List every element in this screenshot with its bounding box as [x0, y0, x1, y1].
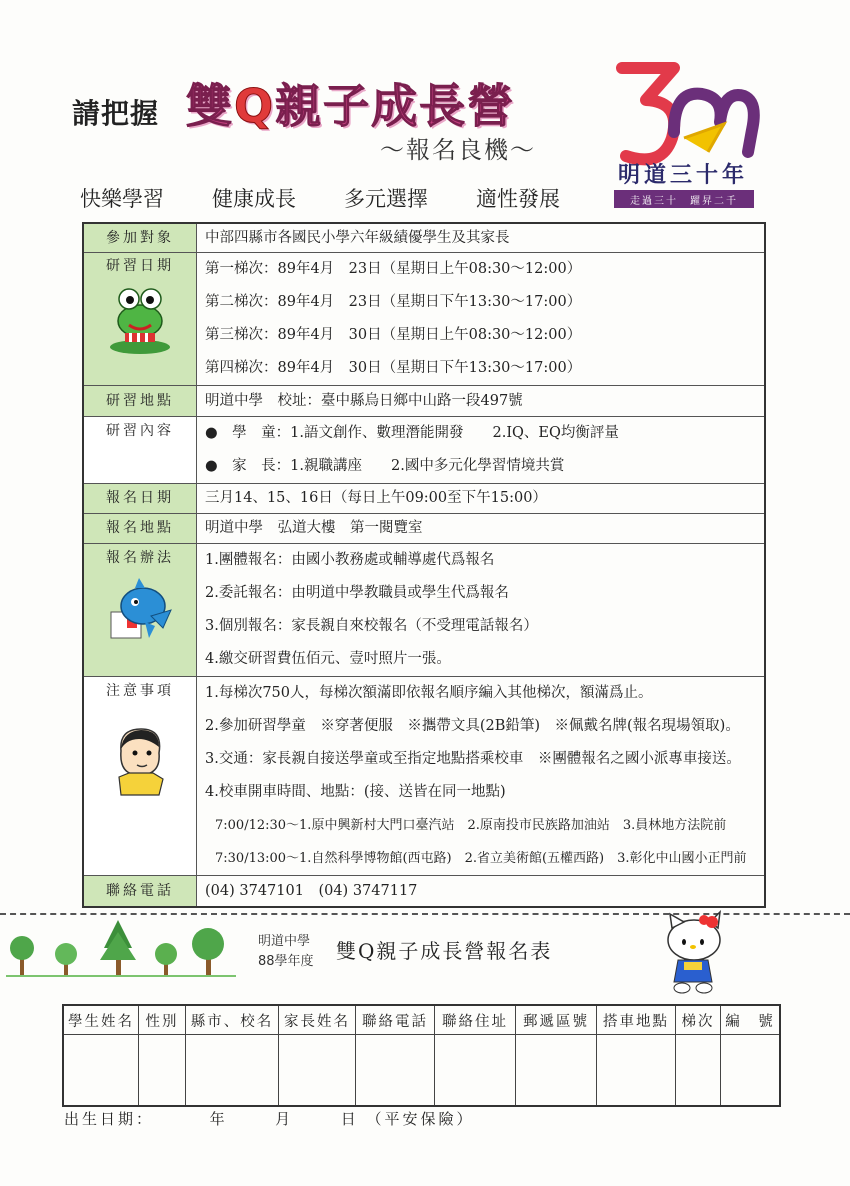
registration-table: [62, 1004, 781, 1107]
row-reg-method: [83, 544, 765, 677]
col-student-name: 學生姓名: [63, 1005, 139, 1035]
value-participants: 中部四縣市各國民小學六年級績優學生及其家長: [197, 223, 766, 253]
boy-mascot-icon: [84, 725, 196, 797]
form-school-name: 明道中學: [258, 934, 311, 949]
row-reg-place: [83, 514, 765, 544]
form-school-block: [258, 932, 314, 972]
row-location: [83, 386, 765, 417]
value-reg-method: 1.團體報名：由國小教務處或輔導處代爲報名 2.委託報名：由明道中學教職員或學生代爲報名 3.個別報名：家長親自來校報名（不受理電話報名） 4.繳交研習費伍佰元、壹吋照片一張。: [197, 544, 766, 677]
form-title: 雙Q親子成長營報名表: [336, 939, 553, 963]
birth-month: 月: [275, 1110, 294, 1128]
value-notes: 1.每梯次750人，每梯次額滿即依報名順序編入其他梯次，額滿爲止。 2.參加研習學童 ※穿著便服 ※攜帶文具(2B鉛筆) ※佩戴名牌(報名現場領取)。 3.交通：家長親自接送學童或至指定地點搭乘校車 ※團體報名之國小派專車接送。 4.校車開車時間、地點：(接、送皆在同一地點) 7:00/12:30～1.原中興新村大門口臺汽站 2.原南投市民族路加油站 3.員林地方法院前 7:30/13:00～1.自然科學博物館(西屯路) 2.省立美術館(五權西路) 3.彰化中山國小正門前: [197, 677, 766, 876]
label-reg-date: 報名日期: [83, 484, 197, 514]
anniversary-bar: 走過三十 躍昇二千: [614, 190, 754, 208]
cell-phone[interactable]: [356, 1035, 435, 1107]
col-zip: 郵遞區號: [516, 1005, 597, 1035]
registration-header-row: [63, 1005, 780, 1035]
kitty-mascot-icon: [664, 910, 728, 996]
col-phone: 聯絡電話: [356, 1005, 435, 1035]
label-content: 研習內容: [83, 417, 197, 484]
value-reg-date: 三月14、15、16日（每日上午09:00至下午15:00）: [197, 484, 766, 514]
anniversary-text: 明道三十年: [618, 163, 749, 188]
value-reg-place: 明道中學 弘道大樓 第一閱覽室: [197, 514, 766, 544]
trees-decoration-icon: [6, 918, 236, 980]
cell-pickup[interactable]: [597, 1035, 676, 1107]
slogan-4: 適性發展: [476, 187, 560, 211]
label-location: 研習地點: [83, 386, 197, 417]
registration-blank-row: [63, 1035, 780, 1107]
camp-title-q: Q: [234, 79, 276, 133]
slogan-row: [80, 183, 560, 213]
camp-title: [186, 70, 515, 136]
cell-school[interactable]: [186, 1035, 279, 1107]
cell-gender[interactable]: [139, 1035, 186, 1107]
label-phone: 聯絡電話: [83, 876, 197, 908]
info-table: [82, 222, 766, 908]
form-school-year: 88學年度: [258, 954, 314, 969]
label-reg-method: 報名辦法: [83, 544, 197, 677]
value-dates: 第一梯次：89年4月 23日（星期日上午08:30～12:00） 第二梯次：89年4月 23日（星期日下午13:30～17:00） 第三梯次：89年4月 30日（星期日上午08:30～12:00） 第四梯次：89年4月 30日（星期日下午13:30～17:00）: [197, 253, 766, 386]
col-address: 聯絡住址: [435, 1005, 516, 1035]
camp-title-pre: 雙: [186, 79, 234, 133]
cell-number[interactable]: [721, 1035, 781, 1107]
cell-zip[interactable]: [516, 1035, 597, 1107]
label-notes: 注意事項: [83, 677, 197, 876]
row-dates: [83, 253, 765, 386]
cell-address[interactable]: [435, 1035, 516, 1107]
label-dates: 研習日期: [83, 253, 197, 386]
col-session: 梯次: [676, 1005, 721, 1035]
cell-session[interactable]: [676, 1035, 721, 1107]
header-grab-text: 請把握: [72, 97, 160, 130]
bird-mascot-icon: [84, 576, 196, 646]
slogan-1: 快樂學習: [80, 187, 164, 211]
frog-mascot-icon: [84, 283, 196, 355]
slogan-3: 多元選擇: [344, 187, 428, 211]
birth-day: 日: [340, 1110, 359, 1128]
row-content: [83, 417, 765, 484]
birth-year: 年: [209, 1110, 228, 1128]
camp-subtitle: ～報名良機～: [380, 136, 536, 164]
row-phone: [83, 876, 765, 908]
birth-note: （平安保險）: [366, 1110, 475, 1128]
row-reg-date: [83, 484, 765, 514]
camp-title-post: 親子成長營: [275, 79, 516, 133]
col-gender: 性別: [139, 1005, 186, 1035]
col-number: 編 號: [721, 1005, 781, 1035]
value-content: ● 學 童：1.語文創作、數理潛能開發 2.IQ、EQ均衡評量 ● 家 長：1.親職講座 2.國中多元化學習情境共賞: [197, 417, 766, 484]
col-pickup: 搭車地點: [597, 1005, 676, 1035]
label-participants: 參加對象: [83, 223, 197, 253]
birth-date-line: [64, 1108, 475, 1129]
col-parent-name: 家長姓名: [279, 1005, 356, 1035]
col-school: 縣市、校名: [186, 1005, 279, 1035]
value-phone: (04) 3747101 (04) 3747117: [197, 876, 766, 908]
cell-parent-name[interactable]: [279, 1035, 356, 1107]
value-location: 明道中學 校址：臺中縣烏日鄉中山路一段497號: [197, 386, 766, 417]
slogan-2: 健康成長: [212, 187, 296, 211]
row-notes: [83, 677, 765, 876]
row-participants: [83, 223, 765, 253]
birth-label: 出生日期：: [64, 1110, 155, 1128]
cell-student-name[interactable]: [63, 1035, 139, 1107]
label-reg-place: 報名地點: [83, 514, 197, 544]
